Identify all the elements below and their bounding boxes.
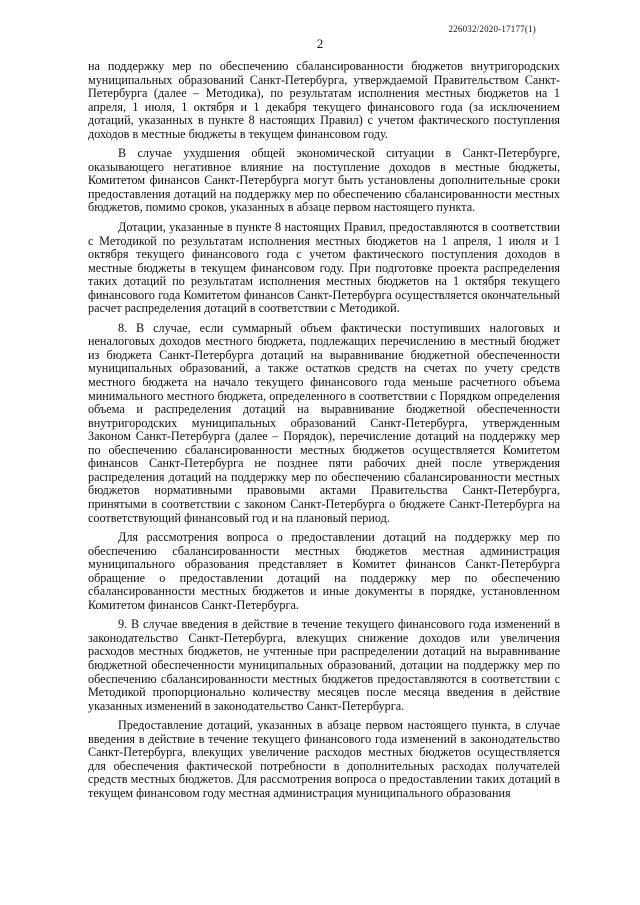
paragraph-item-8: 8. В случае, если суммарный объем фактически поступивших налоговых и неналоговых доходов местного бюджета, подлежащих перечислению в местный бюджет из бюджета Санкт-Петербурга дотаций на выравнивание бюджетной обеспеченности муниципальных образований, а также остатков средств на счетах по учету средств местного бюджета на начало текущего финансового года меньше расчетного объема минимального местного бюджета, определенного в соответствии с Порядком определения объема и распределения дотаций на выравнивание бюджетной обеспеченности внутригородских муниципальных образований Санкт-Петербурга, утвержденным Законом Санкт-Петербурга (далее – Порядок), перечисление дотаций на поддержку мер по обеспечению сбалансированности местных бюджетов осуществляется Комитетом финансов Санкт-Петербурга не позднее пяти рабочих дней после утверждения распределения дотаций на поддержку мер по обеспечению сбалансированности местных бюджетов нормативными правовыми актами Правительства Санкт-Петербурга, принятыми в соответствии с законом Санкт-Петербурга о бюджете Санкт-Петербурга на соответствующий финансовый год и на плановый период. xyxy=(88,320,560,525)
paragraph-item-9: 9. В случае введения в действие в течение текущего финансового года изменений в законодательство Санкт-Петербурга, влекущих снижение доходов или увеличения расходов местных бюджетов, не учтенные при распределении дотаций на выравнивание бюджетной обеспеченности муниципальных образований, дотации на поддержку мер по обеспечению сбалансированности местных бюджетов предоставляются в соответствии с Методикой пропорционально количеству месяцев после месяца введения в действие указанных изменений в законодательство Санкт-Петербурга. xyxy=(88,617,560,713)
paragraph: В случае ухудшения общей экономической ситуации в Санкт-Петербурге, оказывающего негативное влияние на поступление доходов в местные бюджеты, Комитетом финансов Санкт-Петербурга могут быть установлены дополнительные сроки предоставления дотаций на поддержку мер по обеспечению сбалансированности местных бюджетов, помимо сроков, указанных в абзаце первом настоящего пункта. xyxy=(88,146,560,215)
paragraph: Для рассмотрения вопроса о предоставлении дотаций на поддержку мер по обеспечению сбалансированности местных бюджетов местная администрация муниципального образования представляет в Комитет финансов Санкт-Петербурга обращение о предоставлении дотаций на поддержку мер по обеспечению сбалансированности местных бюджетов и иные документы в порядке, установленном Комитетом финансов Санкт-Петербурга. xyxy=(88,530,560,612)
paragraph: Предоставление дотаций, указанных в абзаце первом настоящего пункта, в случае введения в действие в течение текущего финансового года изменений в законодательство Санкт-Петербурга, влекущих увеличение расходов местных бюджетов осуществляется для обеспечения фактической потребности в дополнительных расходах получателей средств местных бюджетов. Для рассмотрения вопроса о предоставлении таких дотаций в текущем финансовом году местная администрация муниципального образования xyxy=(88,718,560,800)
document-registration-number: 226032/2020-17177(1) xyxy=(448,24,536,34)
page-number: 2 xyxy=(316,36,324,51)
document-body xyxy=(88,60,560,806)
paragraph-continuation: на поддержку мер по обеспечению сбалансированности бюджетов внутригородских муниципальных образований Санкт-Петербурга, утверждаемой Правительством Санкт-Петербурга (далее – Методика), по результатам исполнения местных бюджетов на 1 апреля, 1 июля, 1 октября и 1 декабря текущего финансового года (за исключением дотаций, указанных в пункте 8 настоящих Правил) с учетом фактического поступления доходов в местные бюджеты в текущем финансовом году. xyxy=(88,59,560,141)
paragraph: Дотации, указанные в пункте 8 настоящих Правил, предоставляются в соответствии с Методикой по результатам исполнения местных бюджетов на 1 апреля, 1 июля и 1 октября текущего финансового года с учетом фактического поступления доходов в местные бюджеты в текущем финансовом году. При подготовке проекта распределения таких дотаций по результатам исполнения местных бюджетов на 1 октября текущего финансового года Комитетом финансов Санкт-Петербурга осуществляется окончательный расчет распределения дотаций в соответствии с Методикой. xyxy=(88,220,560,316)
